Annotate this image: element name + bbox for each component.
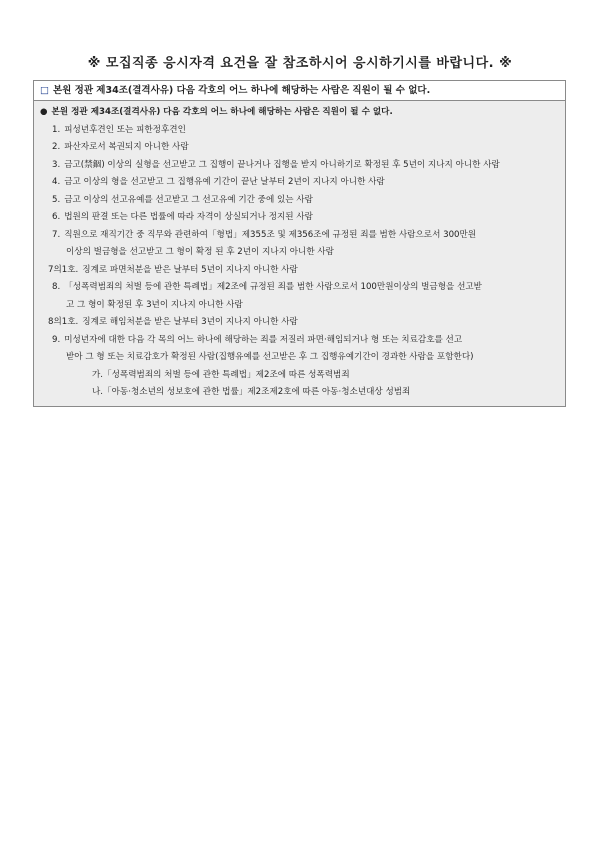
list-item (40, 227, 559, 245)
box-body (34, 101, 565, 406)
item-text: 금고(禁錮) 이상의 실형을 선고받고 그 집행이 끝나거나 집행을 받지 아니하기로 확정된 후 5년이 지나지 아니한 사람 (64, 159, 500, 170)
bullet-text: 본원 정관 제34조(결격사유) 다음 각호의 어느 하나에 해당하는 사람은 직원이 될 수 없다. (51, 107, 393, 117)
item-number: 7의1호. (48, 264, 79, 275)
bullet-line (40, 104, 559, 122)
box-header (34, 81, 565, 101)
list-item (40, 174, 559, 192)
item-number: 3. (52, 159, 61, 170)
item-number: 8. (52, 282, 61, 292)
item-text: 피성년후견인 또는 피한정후견인 (64, 124, 186, 135)
list-item (40, 314, 559, 332)
list-item-continuation: 받아 그 형 또는 치료감호가 확정된 사람(집행유예를 선고받은 후 그 집행유예기간이 경과한 사람을 포함한다) (66, 352, 474, 362)
notice-banner: ※ 모집직종 응시자격 요건을 잘 참조하시어 응시하기시를 바랍니다. ※ (87, 56, 513, 71)
list-item (40, 157, 559, 175)
item-text: 「성폭력범죄의 처벌 등에 관한 특례법」제2조에 규정된 죄를 범한 사람으로서 100만원이상의 벌금형을 선고받 (64, 282, 482, 292)
item-text: 법원의 판결 또는 다른 법률에 따라 자격이 상실되거나 정지된 사람 (64, 212, 313, 222)
list-item (40, 209, 559, 227)
list-item (40, 139, 559, 157)
item-number: 8의1호. (48, 317, 79, 327)
item-text: 금고 이상의 형을 선고받고 그 집행유예 기간이 끝난 날부터 2년이 지나지 아니한 사람 (64, 177, 385, 187)
sub-item: 나.「아동·청소년의 성보호에 관한 법률」제2조제2호에 따른 아동·청소년대상 성범죄 (92, 387, 411, 397)
item-number: 6. (52, 212, 61, 222)
box-header-text: 본원 정관 제34조(결격사유) 다음 각호의 어느 하나에 해당하는 사람은 직원이 될 수 없다. (52, 85, 431, 96)
item-number: 5. (52, 194, 61, 205)
list-item (40, 262, 559, 280)
bullet-icon: ● (40, 107, 48, 117)
sub-item: 가.「성폭력범죄의 처벌 등에 관한 특례법」제2조에 따른 성폭력범죄 (92, 369, 350, 380)
list-item (40, 122, 559, 140)
list-item (40, 332, 559, 350)
square-icon: □ (40, 85, 49, 96)
item-text: 징계로 해임처분을 받은 날부터 3년이 지나지 아니한 사람 (82, 317, 298, 327)
item-text: 금고 이상의 선고유예를 선고받고 그 선고유예 기간 중에 있는 사람 (64, 194, 313, 205)
item-text: 징계로 파면처분을 받은 날부터 5년이 지나지 아니한 사람 (82, 264, 298, 275)
list-item-continuation: 이상의 벌금형을 선고받고 그 형이 확정 된 후 2년이 지나지 아니한 사람 (66, 247, 334, 257)
qualification-box (33, 80, 566, 407)
item-number: 1. (52, 124, 61, 135)
item-text: 미성년자에 대한 다음 각 목의 어느 하나에 해당하는 죄를 저질러 파면·해임되거나 형 또는 치료감호를 선고 (64, 334, 463, 345)
item-number: 7. (52, 229, 61, 240)
list-item (40, 279, 559, 297)
item-number: 4. (52, 177, 61, 187)
list-item-continuation: 고 그 형이 확정된 후 3년이 지나지 아니한 사람 (66, 299, 243, 310)
item-text: 파산자로서 복권되지 아니한 사람 (64, 142, 189, 152)
item-number: 9. (52, 334, 61, 345)
item-text: 직원으로 재직기간 중 직무와 관련하여「형법」제355조 및 제356조에 규정된 죄를 범한 사람으로서 300만원 (64, 229, 477, 240)
list-item (40, 192, 559, 210)
item-number: 2. (52, 142, 61, 152)
